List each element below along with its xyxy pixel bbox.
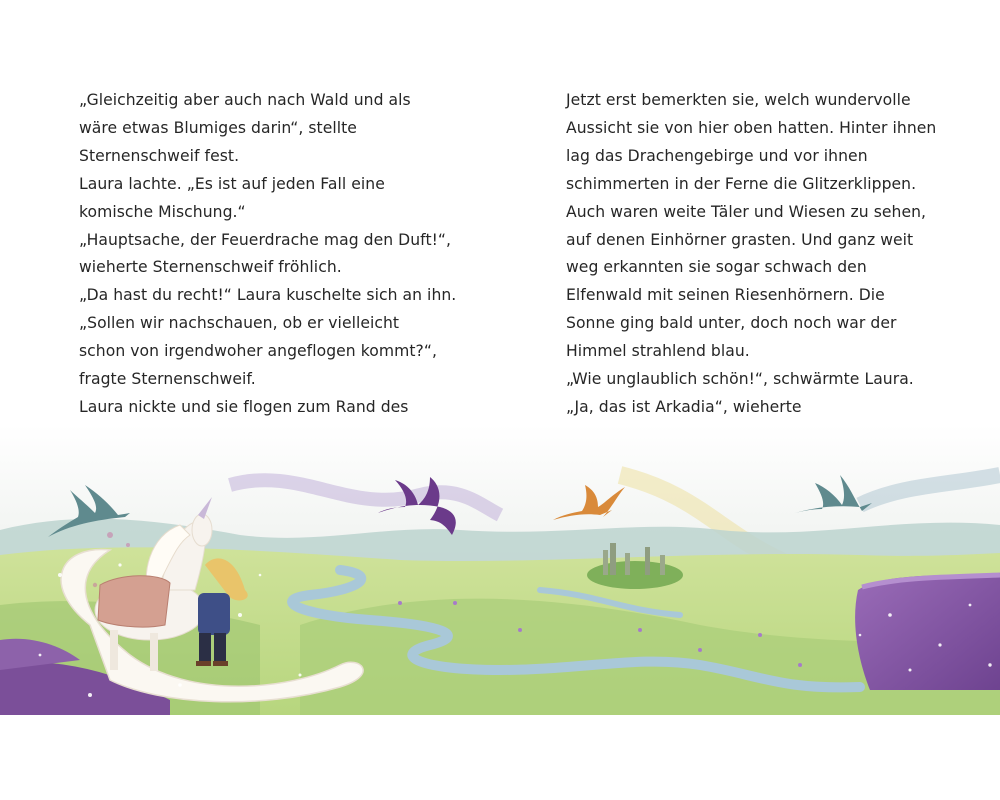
text-line: Sonne ging bald unter, doch noch war der (566, 314, 897, 333)
left-page-text (79, 87, 456, 450)
text-line: Aussicht sie von hier oben hatten. Hinter ihnen (566, 118, 937, 137)
text-line: lag das Drachengebirge und vor ihnen (566, 146, 868, 165)
text-line: weg erkannten sie sogar schwach den (566, 258, 867, 277)
right-page-text (566, 87, 936, 450)
text-line: Auch waren weite Täler und Wiesen zu sehen, (566, 202, 927, 221)
text-line: „Hauptsache, der Feuerdrache mag den Duft!“, (79, 230, 452, 249)
text-line: wieherte Sternenschweif fröhlich. (79, 258, 342, 277)
text-line: Sternenschweif fest. (79, 146, 240, 165)
text-line: fragte Sternenschweif. (79, 370, 256, 389)
text-line: „Da hast du recht!“ Laura kuschelte sich an ihn. (79, 286, 457, 305)
text-line: Laura nickte und sie flogen zum Rand des (79, 397, 409, 416)
text-line: „Ja, das ist Arkadia“, wieherte (566, 397, 802, 416)
text-line: Himmel strahlend blau. (566, 342, 750, 361)
text-line: „Wie unglaublich schön!“, schwärmte Laura. (566, 370, 914, 389)
text-line: „Gleichzeitig aber auch nach Wald und als (79, 91, 411, 109)
text-line: schimmerten in der Ferne die Glitzerklippen. (566, 174, 917, 193)
text-line: „Sollen wir nachschauen, ob er vielleicht (79, 314, 400, 333)
text-line: schon von irgendwoher angeflogen kommt?“, (79, 342, 437, 361)
unicorn-blanket (98, 576, 170, 627)
text-line: Laura lachte. „Es ist auf jeden Fall eine (79, 174, 385, 193)
text-line: Elfenwald mit seinen Riesenhörnern. Die (566, 286, 885, 305)
text-line: Jetzt erst bemerkten sie, welch wundervolle (566, 91, 911, 109)
text-line: wäre etwas Blumiges darin“, stellte (79, 118, 357, 137)
glitter-cliff (855, 573, 1000, 690)
landscape-illustration (0, 425, 1000, 715)
text-line: komische Mischung.“ (79, 202, 246, 221)
text-line: auf denen Einhörner grasten. Und ganz weit (566, 230, 914, 249)
